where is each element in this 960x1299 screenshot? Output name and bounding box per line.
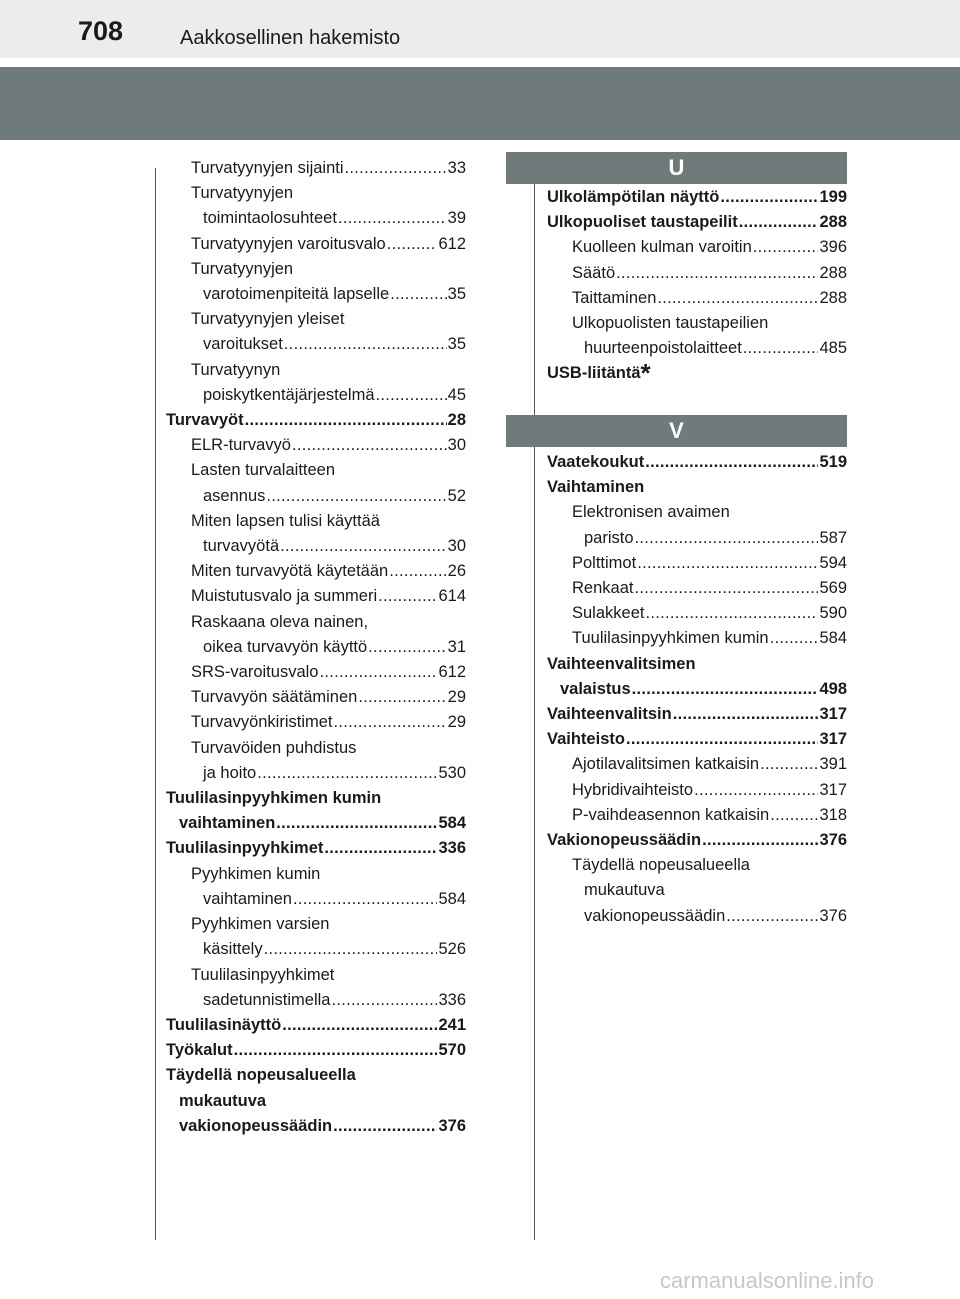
page-ref: 594 — [819, 553, 847, 572]
index-entry — [547, 475, 847, 500]
index-entry — [166, 710, 466, 735]
page-ref: 199 — [819, 188, 847, 206]
page-ref: 519 — [819, 453, 847, 471]
dot-leader — [292, 433, 447, 458]
index-term: Tuulilasinäyttö — [166, 1015, 282, 1034]
index-entry — [547, 752, 847, 777]
index-entry — [547, 500, 847, 550]
page-ref: 288 — [819, 213, 847, 232]
index-entry — [547, 286, 847, 311]
page-ref: 241 — [438, 1015, 466, 1034]
index-term: Vaihteenvalitsin — [547, 705, 672, 724]
dot-leader — [726, 904, 818, 929]
index-entry — [166, 307, 466, 357]
dot-leader — [645, 601, 818, 626]
index-term: valaistus — [560, 679, 631, 698]
left-column-rule — [155, 168, 156, 1240]
page-title: Aakkosellinen hakemisto — [180, 27, 401, 49]
page-ref: 590 — [819, 604, 847, 623]
footnote-star: * — [640, 358, 651, 389]
dot-leader — [626, 727, 819, 752]
index-term: Turvavöiden puhdistus — [191, 738, 357, 757]
index-entry — [547, 626, 847, 651]
page-ref: 526 — [438, 940, 466, 959]
index-entry — [547, 702, 847, 727]
page-ref: 614 — [438, 587, 466, 606]
dot-leader — [245, 408, 447, 433]
index-entry — [166, 358, 466, 408]
page-ref: 31 — [447, 637, 466, 656]
index-entry — [547, 601, 847, 626]
page-ref: 396 — [819, 238, 847, 257]
index-term: USB-liitäntä — [547, 364, 641, 383]
index-entry — [547, 261, 847, 286]
dot-leader — [720, 185, 818, 210]
dot-leader — [338, 206, 447, 231]
index-term: Tuulilasinpyyhkimet — [166, 839, 324, 858]
page-ref: 584 — [438, 889, 466, 908]
dot-leader — [770, 626, 819, 651]
index-term: Vaatekoukut — [547, 453, 645, 471]
index-term: Muistutusvalo ja summeri — [191, 587, 378, 606]
header-band — [0, 67, 960, 140]
index-entry — [166, 912, 466, 962]
index-entry — [547, 652, 847, 702]
page-ref: 584 — [438, 814, 466, 833]
dot-leader — [632, 677, 819, 702]
page-ref: 612 — [438, 234, 466, 253]
index-term: Turvatyynyn — [191, 360, 281, 379]
index-term: Turvavyön säätäminen — [191, 688, 358, 707]
page-ref: 317 — [819, 705, 847, 724]
index-term: varoitukset — [203, 335, 283, 354]
index-entry — [547, 576, 847, 601]
dot-leader — [760, 752, 818, 777]
dot-leader — [282, 1013, 437, 1038]
index-entry — [547, 778, 847, 803]
index-term: Elektronisen avaimen — [572, 503, 730, 522]
page-ref: 317 — [819, 780, 847, 799]
dot-leader — [368, 635, 446, 660]
dot-leader — [284, 332, 447, 357]
page-ref: 318 — [819, 805, 847, 824]
index-entry — [166, 181, 466, 231]
index-term: Miten turvavyötä käytetään — [191, 562, 389, 581]
index-entry — [547, 853, 847, 929]
index-term: Ulkopuoliset taustapeilit — [547, 213, 738, 232]
index-entry — [166, 786, 466, 836]
dot-leader — [324, 836, 437, 861]
index-entry — [166, 232, 466, 257]
index-entry — [166, 433, 466, 458]
page-ref: 35 — [447, 335, 466, 354]
index-entry — [547, 210, 847, 235]
index-term: Raskaana oleva nainen, — [191, 612, 369, 631]
page-ref: 498 — [819, 679, 847, 698]
index-term: Turvatyynyjen — [191, 184, 294, 203]
index-entry — [166, 685, 466, 710]
index-term: ja hoito — [203, 763, 257, 782]
dot-leader — [257, 761, 437, 786]
index-entry — [166, 458, 466, 508]
index-term: huurteenpoistolaitteet — [584, 339, 742, 358]
watermark: carmanualsonline.info — [660, 1268, 875, 1293]
dot-leader — [634, 576, 818, 601]
index-entry — [166, 1038, 466, 1063]
page-ref: 336 — [438, 839, 466, 858]
dot-leader — [378, 584, 437, 609]
page-ref: 39 — [447, 209, 466, 228]
dot-leader — [376, 383, 447, 408]
index-term: Vakionopeussäädin — [547, 831, 702, 850]
index-term: varotoimenpiteitä lapselle — [203, 285, 390, 304]
dot-leader — [358, 685, 446, 710]
index-term: mukautuva — [179, 1091, 267, 1110]
index-term: Turvavyöt — [166, 411, 244, 430]
dot-leader — [637, 551, 818, 576]
index-term: turvavyötä — [203, 537, 280, 556]
page-ref: 317 — [819, 730, 847, 749]
section-header-v — [506, 415, 847, 447]
index-term: toimintaolosuhteet — [203, 209, 337, 228]
dot-leader — [266, 484, 446, 509]
dot-leader — [332, 988, 438, 1013]
dot-leader — [739, 210, 819, 235]
index-entry — [166, 963, 466, 1013]
dot-leader — [753, 235, 819, 260]
section-u-entries — [547, 185, 847, 387]
dot-leader — [334, 710, 447, 735]
index-term: Pyyhkimen varsien — [191, 915, 330, 934]
page-ref: 28 — [447, 411, 466, 430]
dot-leader — [389, 559, 446, 584]
index-entry — [166, 408, 466, 433]
page-ref: 391 — [819, 755, 847, 774]
dot-leader — [616, 261, 818, 286]
index-term: Työkalut — [166, 1041, 233, 1060]
page-ref: 288 — [819, 263, 847, 282]
dot-leader — [234, 1038, 438, 1063]
index-entry — [547, 235, 847, 260]
dot-leader — [743, 336, 819, 361]
index-entry — [166, 836, 466, 861]
page-ref: 376 — [819, 906, 847, 925]
section-v-entries — [547, 450, 847, 929]
index-term: Kuolleen kulman varoitin — [572, 238, 752, 257]
page-ref: 485 — [819, 339, 847, 358]
header-bar — [0, 0, 960, 58]
index-term: Ajotilavalitsimen katkaisin — [572, 755, 760, 774]
page-ref: 26 — [447, 562, 466, 581]
page-ref: 288 — [819, 288, 847, 307]
page-number: 708 — [78, 16, 124, 46]
index-entry — [166, 1063, 466, 1139]
index-term: ELR-turvavyö — [191, 436, 291, 455]
index-entry — [547, 828, 847, 853]
index-entry — [166, 156, 466, 181]
dot-leader — [264, 937, 438, 962]
page-ref: 376 — [438, 1116, 466, 1135]
page-ref: 587 — [819, 528, 847, 547]
index-term: Tuulilasinpyyhkimen kumin — [572, 629, 769, 648]
index-term: Turvatyynyjen yleiset — [191, 310, 345, 329]
index-term: Tuulilasinpyyhkimet — [191, 965, 335, 984]
index-entry — [547, 450, 847, 475]
index-term: oikea turvavyön käyttö — [203, 637, 368, 656]
index-entry — [166, 257, 466, 307]
index-term: Ulkopuolisten taustapeilien — [572, 314, 769, 333]
index-term: Tuulilasinpyyhkimen kumin — [166, 789, 382, 808]
index-term: Vaihteisto — [547, 730, 625, 749]
dot-leader — [276, 811, 437, 836]
index-term: Vaihteenvalitsimen — [547, 654, 696, 673]
dot-leader — [657, 286, 818, 311]
page-ref: 33 — [447, 159, 466, 177]
dot-leader — [694, 778, 818, 803]
index-term: vaihtaminen — [179, 814, 276, 833]
index-term: vakionopeussäädin — [179, 1116, 333, 1135]
index-term: Hybridivaihteisto — [572, 780, 694, 799]
index-term: Säätö — [572, 263, 616, 282]
dot-leader — [280, 534, 447, 559]
page-ref: 45 — [447, 385, 466, 404]
index-term: P-vaihdeasennon katkaisin — [572, 805, 770, 824]
index-term: sadetunnistimella — [203, 990, 331, 1009]
index-term: Pyyhkimen kumin — [191, 864, 321, 883]
index-term: Täydellä nopeusalueella — [572, 856, 750, 875]
page-ref: 612 — [438, 663, 466, 682]
page-ref: 35 — [447, 285, 466, 304]
index-term: Lasten turvalaitteen — [191, 461, 336, 480]
index-term: Polttimot — [572, 553, 637, 572]
index-entry — [166, 559, 466, 584]
section-letter-v: V — [669, 418, 684, 443]
index-term: vakionopeussäädin — [584, 906, 726, 925]
dot-leader — [333, 1114, 437, 1139]
page-ref: 530 — [438, 763, 466, 782]
dot-leader — [770, 803, 818, 828]
dot-leader — [673, 702, 819, 727]
index-entry — [166, 862, 466, 912]
index-term: Renkaat — [572, 579, 634, 598]
index-entry — [547, 311, 847, 361]
index-term: Turvatyynyjen sijainti — [191, 159, 344, 177]
page-ref: 29 — [447, 688, 466, 707]
dot-leader — [645, 450, 818, 475]
index-term: Täydellä nopeusalueella — [166, 1066, 356, 1085]
index-term: Sulakkeet — [572, 604, 645, 623]
index-entry — [166, 610, 466, 660]
page-ref: 569 — [819, 579, 847, 598]
index-term: vaihtaminen — [203, 889, 292, 908]
page-ref: 336 — [438, 990, 466, 1009]
dot-leader — [635, 526, 819, 551]
dot-leader — [345, 156, 447, 181]
index-term: asennus — [203, 486, 266, 505]
index-entry — [166, 1013, 466, 1038]
index-term: mukautuva — [584, 881, 665, 900]
index-term: paristo — [584, 528, 634, 547]
index-term: Turvatyynyjen — [191, 259, 294, 278]
index-term: Taittaminen — [572, 288, 657, 307]
index-entry — [547, 185, 847, 210]
index-term: Turvavyönkiristimet — [191, 713, 333, 732]
index-entry — [547, 803, 847, 828]
index-entry — [166, 660, 466, 685]
page-ref: 584 — [819, 629, 847, 648]
index-entry — [166, 736, 466, 786]
page-ref: 52 — [447, 486, 466, 505]
index-term: Vaihtaminen — [547, 478, 645, 497]
index-entry — [166, 584, 466, 609]
page-ref: 376 — [819, 831, 847, 850]
index-entry — [547, 727, 847, 752]
page-ref: 29 — [447, 713, 466, 732]
index-term: poiskytkentäjärjestelmä — [203, 385, 375, 404]
index-term: Miten lapsen tulisi käyttää — [191, 511, 380, 530]
dot-leader — [390, 282, 446, 307]
index-term: käsittely — [203, 940, 263, 959]
dot-leader — [293, 887, 437, 912]
left-index-column — [166, 156, 466, 1139]
index-term: Turvatyynyjen varoitusvalo — [191, 234, 386, 253]
page-ref: 30 — [447, 537, 466, 556]
page-ref: 570 — [438, 1041, 466, 1060]
page-ref: 30 — [447, 436, 466, 455]
index-entry — [547, 551, 847, 576]
index-term: Ulkolämpötilan näyttö — [547, 188, 720, 206]
right-column-rule — [534, 168, 535, 1240]
section-letter-u: U — [668, 155, 685, 180]
index-entry — [547, 358, 847, 389]
index-term: SRS-varoitusvalo — [191, 663, 319, 682]
dot-leader — [702, 828, 818, 853]
index-entry — [166, 509, 466, 559]
section-header-u — [506, 152, 847, 184]
dot-leader — [387, 232, 438, 257]
dot-leader — [319, 660, 437, 685]
